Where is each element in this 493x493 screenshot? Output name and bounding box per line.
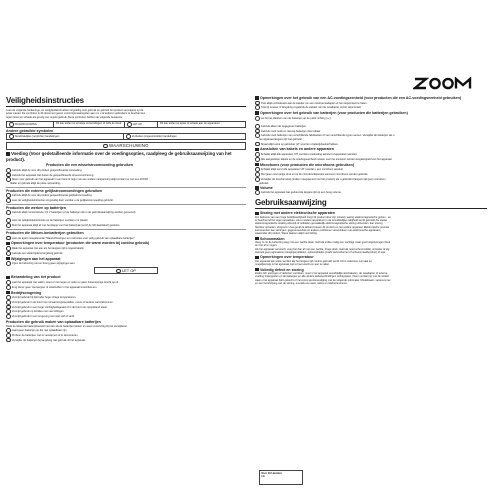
- ac-handling-heading: Opmerkingen over het gebruik van een AC-voedingseenheid (voor producten die een AC-voedingseenheid gebruiken): [255, 96, 487, 101]
- prohibited-action-icon: [6, 300, 11, 305]
- body-line: hierdoor optreden. Vergroot in het geval de afstand tussen dit product en het andere apparaat. Elektronische precisie: [255, 225, 390, 229]
- body-line: elektromagnetische straling uitzendt of middelen gemakkelijk elektromagnetische storing uitzenden, kan storing: [255, 222, 383, 226]
- required-action-icon: [255, 116, 260, 121]
- prohibited-action-icon: [6, 261, 11, 266]
- body-line: Straal altijd extra op gebruiker (LT voorziet u batterijvloeistof lekken.: [255, 142, 487, 147]
- cables-heading: Aansluiten van kabels en andere apparaten: [255, 147, 487, 152]
- prohibited-action-icon: [6, 280, 11, 285]
- body-line: Raak de lekkende batterijvloeistof niet aan als de batterijen lekken en wees voorzichtig bij het verwijderen.: [6, 324, 128, 328]
- li-ion-title: Producten die lithium-ionbatterijen gebruiken: [6, 231, 84, 236]
- handling-heading: Behandeling van het product: [6, 275, 246, 280]
- square-bullet-icon: [255, 148, 259, 152]
- body-line: Gebruik nooit oude en nieuwe batterijen door elkaar.: [255, 129, 487, 134]
- body-line: gebruikt.: [259, 181, 269, 185]
- required-action-icon: [255, 124, 260, 129]
- warning-symbol-label: WAARSCHUWING: [14, 122, 37, 126]
- body-line: Laat het apparaat niet vallen, stoot er niet tegen en oefen er geen buitensporige kracht op uit.: [6, 280, 246, 285]
- body-line: Ten behoeve van een hoge bedrijfsveiligheid zorgt dit product door zijn ontwerp weinig elektromagnetische golven - en: [255, 215, 391, 219]
- body-line: Trek altijd rechtstreeks aan de stekker om een netstroomadapter uit het stopcontact te halen.: [255, 101, 487, 106]
- body-line: Stel geen overmatige druk uit op de microfoonkapsules wanneer microfoons worden gebruikt.: [255, 172, 487, 177]
- square-bullet-icon: [255, 256, 259, 260]
- other-symbols-table: [6, 133, 246, 140]
- square-bullet-icon: [255, 163, 259, 167]
- usage-title: Gebruiksaanwijzing: [255, 197, 487, 209]
- body-line: Gebruik geen agressieve reinigingsmiddelen, oplosmiddelen (zoals verfverdunner of schoonmaakbenzine) of was.: [255, 251, 386, 255]
- body-line: het apparaat langere tijd niet gebruikt.: [259, 138, 303, 142]
- caution-banner: [94, 267, 158, 274]
- caution-symbol-label: LET OP: [132, 122, 142, 126]
- body-line: Verwijder de beschermkap (indien meegeleverd met het product) als u gebruiknd langere tijd geen microfoon: [255, 177, 487, 182]
- warning-banner-label: WAARSCHUWING: [108, 143, 149, 149]
- batteries-title: Producten die werken op batterijen: [6, 205, 66, 210]
- environment-heading: Bedrijfsomgeving: [6, 291, 246, 296]
- body-line: Gebruik altijd conventionele 1.5 V batterijen (of de batterijen die in de gebruiksaanwijzing worden genoemd).: [6, 210, 246, 215]
- prohibited-action-icon: [6, 314, 11, 319]
- caution-symbol-cell: [125, 122, 158, 127]
- warning-icon: [103, 144, 108, 149]
- body-line: Vermijd gebruik in de buurt van verwarmingstoestellen, ovens of andere warmtebronnen.: [6, 300, 246, 305]
- modification-heading: Wijzigingen aan het apparaat: [6, 257, 246, 262]
- required-action-icon: [6, 223, 11, 228]
- required-action-icon: [255, 105, 260, 110]
- required-action-icon: [255, 142, 260, 147]
- square-bullet-icon: [6, 257, 10, 261]
- body-line: Het apparaat kan warm worden als het langere tijd continu gebruikt wordt. Dit is volkomen normaal en: [255, 259, 372, 263]
- body-line: Laad geen batterijen op die niet oplaadbaar zijn.: [6, 328, 246, 333]
- prohibited-action-icon: [6, 333, 11, 338]
- body-line: Raak het apparaat niet aan als het langere tijd is ingeschakeld.: [6, 246, 246, 251]
- body-line: er beschermd het tegen opwekken. Als er andere apparatuur in de onmiddellijke nabijheid wordt gebruikt die sterke: [255, 219, 387, 223]
- square-bullet-icon: [255, 212, 259, 216]
- required-action-icon: [6, 251, 11, 256]
- body-line: Alle aangesloten kabels en de voedingseenheid moeten voor het transport worden losgekoppeld van het apparaat.: [255, 157, 487, 162]
- safety-title: Veiligheidsinstructies: [6, 95, 246, 107]
- body-line: Trek bij onweer of langdurig ongebruik de stekker van de netadapter uit het stopcontact.: [255, 105, 487, 110]
- body-line: instrumenten kan storingen, gegevensverlies en andere problemen veroorzaken met elektronische apparaten,: [255, 229, 382, 232]
- temperature-heading: Opmerkingen over temperatuur (producten die warm worden bij continu gebruik): [6, 241, 246, 246]
- body-line: Als het apparaat vuil wordt, veeg het dan af met een zachte, droge doek. Gebruik nooit schuurmiddel, ontvetter of vlg.: [255, 247, 390, 251]
- required-action-icon: [9, 134, 14, 139]
- body-line: Sluit het apparaat altijd af met het klepje voor het batterijvak (en/of de SD-kaartsleuf) gesloten.: [6, 223, 246, 228]
- body-line: voeding loskoppelen en de batterijen en alle andere kabelverbindingen ontkoppelen. Neem contact op met de winkel: [255, 275, 389, 279]
- required-action-icon: [255, 177, 260, 182]
- body-line: Schakel altijd alle apparaten UIT voordat u bedrading aansluit of apparaten aansluit.: [255, 152, 487, 157]
- caution-symbol-text: Dit kan leiden tot letsel of schade aan de apparatuur: [160, 121, 220, 125]
- body-line: Lees de veiligheidsinstructies op de batterijen voordat u ze plaatst.: [6, 218, 246, 223]
- symbol-table: [6, 121, 246, 128]
- body-line: Zodra zich storingen of defecten voordoen, moet u het apparaat onmiddellijk uitschakelen, de netadapter of externe: [255, 272, 388, 276]
- eu-notice-text: CE: [261, 474, 265, 479]
- body-line: dealer en gebruik altijd de juiste netvoeding.: [10, 182, 61, 186]
- square-bullet-icon: [255, 268, 259, 272]
- intro-line: tegen letsel en schade als gevolg van onjuist gebruik. Deze symbolen hebben de volgende betekenis:: [6, 115, 123, 119]
- square-bullet-icon: [255, 237, 259, 241]
- square-bullet-icon: [6, 242, 10, 246]
- defect-heading: Volledig defect en storing: [255, 268, 487, 273]
- body-line: Vermijd gebruik in een hoge vochtigheidsgraad of in de buurt van opspattend water.: [6, 305, 246, 310]
- body-line: Verwijder de batterijen bij langdurig niet gebruik uit het apparaat.: [6, 338, 246, 343]
- other-symbols-title: Andere gebruikte symbolen: [6, 128, 54, 133]
- body-line: Gebruik een statief tijdens langdurig gebruik.: [6, 251, 246, 256]
- body-line: Let bij het plaatsen van de batterijen op de juiste richting (+/-).: [255, 116, 487, 121]
- square-bullet-icon: [6, 152, 10, 156]
- body-line: Gebruik het apparaat niet buiten de gespecificeerde stroomvoorziening.: [6, 173, 246, 178]
- square-bullet-icon: [6, 291, 10, 295]
- body-line: Gebruik het apparaat niet gedurende langere tijd op een hoog volume.: [255, 190, 487, 195]
- body-line: Zorg dat er geen voorwerpen of vloeistoffen in het apparaat terechtkomen.: [6, 285, 246, 290]
- warning-symbol-cell: [7, 122, 54, 127]
- square-bullet-icon: [255, 96, 259, 100]
- rechargeable-title: Producten die gebruik maken van oplaadbare batterijen: [6, 320, 101, 325]
- right-column: [255, 95, 487, 285]
- body-line: waar u het apparaat hebt gekocht of met onze servicevestiging met de volgende informatie: Modelnaam, serienummer: [255, 278, 391, 282]
- prohibited-action-label: Verboden (ongeoorloofde) handelingen: [131, 135, 177, 139]
- square-bullet-icon: [255, 186, 259, 190]
- zoom-logo: [413, 77, 473, 90]
- body-line: Gebruik alleen de opgegeven batterijen.: [255, 124, 487, 129]
- left-column: [6, 95, 246, 342]
- body-line: Gebruik altijd de voor dit product gespecificeerde netvoeding.: [6, 168, 246, 173]
- body-line: Lees de apart meegeleverde "Waarschuwingen en instructies voor veilig gebruik van oplaadbare batterijen".: [6, 236, 246, 241]
- intro-line: Lees de volgende bedienings- en veiligheidsinstructies zorgvuldig voor gebruik en gebruik het product vervolgens op de: [6, 109, 144, 112]
- required-action-icon: [6, 168, 11, 173]
- body-line: Schakel altijd eerst alle apparaten UIT voordat u een microfoon aansluit.: [255, 167, 487, 172]
- body-line: Lees de veiligheidsinstructies zorgvuldig door voordat u de gelijkstroomvoeding gebruikt.: [6, 198, 246, 203]
- temperature-notes-heading: Opmerkingen over temperatuur: [255, 255, 487, 260]
- prohibited-action-icon: [126, 134, 131, 139]
- caution-icon: [127, 122, 132, 127]
- cleaning-heading: Schoonmaken: [255, 237, 487, 242]
- prohibited-action-icon: [6, 285, 11, 290]
- eu-notice-title: Voor EU-landen: [261, 471, 282, 475]
- square-bullet-icon: [6, 276, 10, 280]
- power-heading: Voeding (Voor gedetailleerde informatie over de voedingsopties, raadpleeg de gebruiksaanwijzing van het product).: [6, 151, 232, 162]
- body-line: Open de behuizing niet en breng geen wijzigingen aan.: [6, 261, 246, 266]
- warning-banner: [6, 142, 246, 150]
- body-line: mogelijkerwijs is het apparaat niet te heet wordt om aan te raken.: [255, 263, 330, 267]
- eu-notice-box: [259, 470, 303, 485]
- volume-heading: Volume: [255, 186, 487, 191]
- warning-symbol-text: Dit kan leiden tot ernstige verwondingen of zelfs de dood: [54, 122, 125, 127]
- required-action-icon: [6, 198, 11, 203]
- prohibited-action-icon: [255, 190, 260, 195]
- body-line: waaronder dit product. Wees daarom altijd voorzichtig.: [255, 232, 318, 236]
- required-action-icon: [6, 236, 11, 241]
- caution-icon: [116, 269, 121, 274]
- required-action-icon: [255, 157, 260, 162]
- body-line: Vermijd gebruik op locaties met veel trillingen.: [6, 309, 246, 314]
- body-line: Probeer de batterijen niet te verwarmen of te demonteren.: [6, 333, 246, 338]
- body-line: om het af te vegen.: [255, 244, 278, 248]
- body-line: Neem voor gebruik van het apparaat in een land of regio met een andere netspanning altijd contact op met een ZOOM: [6, 177, 246, 182]
- body-line: en een beschrijving van de storing, evenals uw naam, adres en telefoonnummer.: [255, 282, 348, 286]
- required-action-label: Noodzakelijke (verplichte) handelingen: [14, 135, 60, 139]
- body-line: Gebruik nooit batterijen van verschillende fabrikanten of van verschillende typen samen. Verwijder de batterijen als u: [255, 133, 487, 138]
- square-bullet-icon: [255, 111, 259, 115]
- body-line: Veeg zo nu de behuizing weg met een zachte doek. Gebruik indien nodig een vochtige maar goed uitgewrongen doek: [255, 241, 391, 245]
- dc-title: Producten die externe gelijkstroomvoedingen gebruiken: [6, 188, 103, 193]
- interference-heading: Storing met andere elektronische apparaten: [255, 211, 487, 216]
- intro-line: juiste manier. De symbolen in dit document geven voorzorgsmaatregelen aan om u of anderen gebruikers te beschermen: [6, 112, 146, 116]
- ac-adapter-title: Producten die een wisselstroomvoeding gebruiken: [46, 163, 134, 168]
- caution-banner-label: LET OP: [121, 267, 136, 273]
- warning-icon: [9, 122, 14, 127]
- body-line: Vermijd gebruik bij bijzonder hoge of lage temperaturen.: [6, 295, 246, 300]
- microphones-heading: Microfoons (voor producten die microfoons gebruiken): [255, 163, 487, 168]
- body-line: Vermijd gebruik in een omgeving met veel stof of zand.: [6, 314, 246, 319]
- body-line: Gebruik altijd de voor dit product gespecificeerde gelijkstroomvoeding.: [6, 193, 246, 198]
- battery-handling-heading: Opmerkingen over het gebruik van batterijen (voor producten die batterijen gebruiken): [255, 111, 487, 116]
- required-action-icon: [6, 338, 11, 343]
